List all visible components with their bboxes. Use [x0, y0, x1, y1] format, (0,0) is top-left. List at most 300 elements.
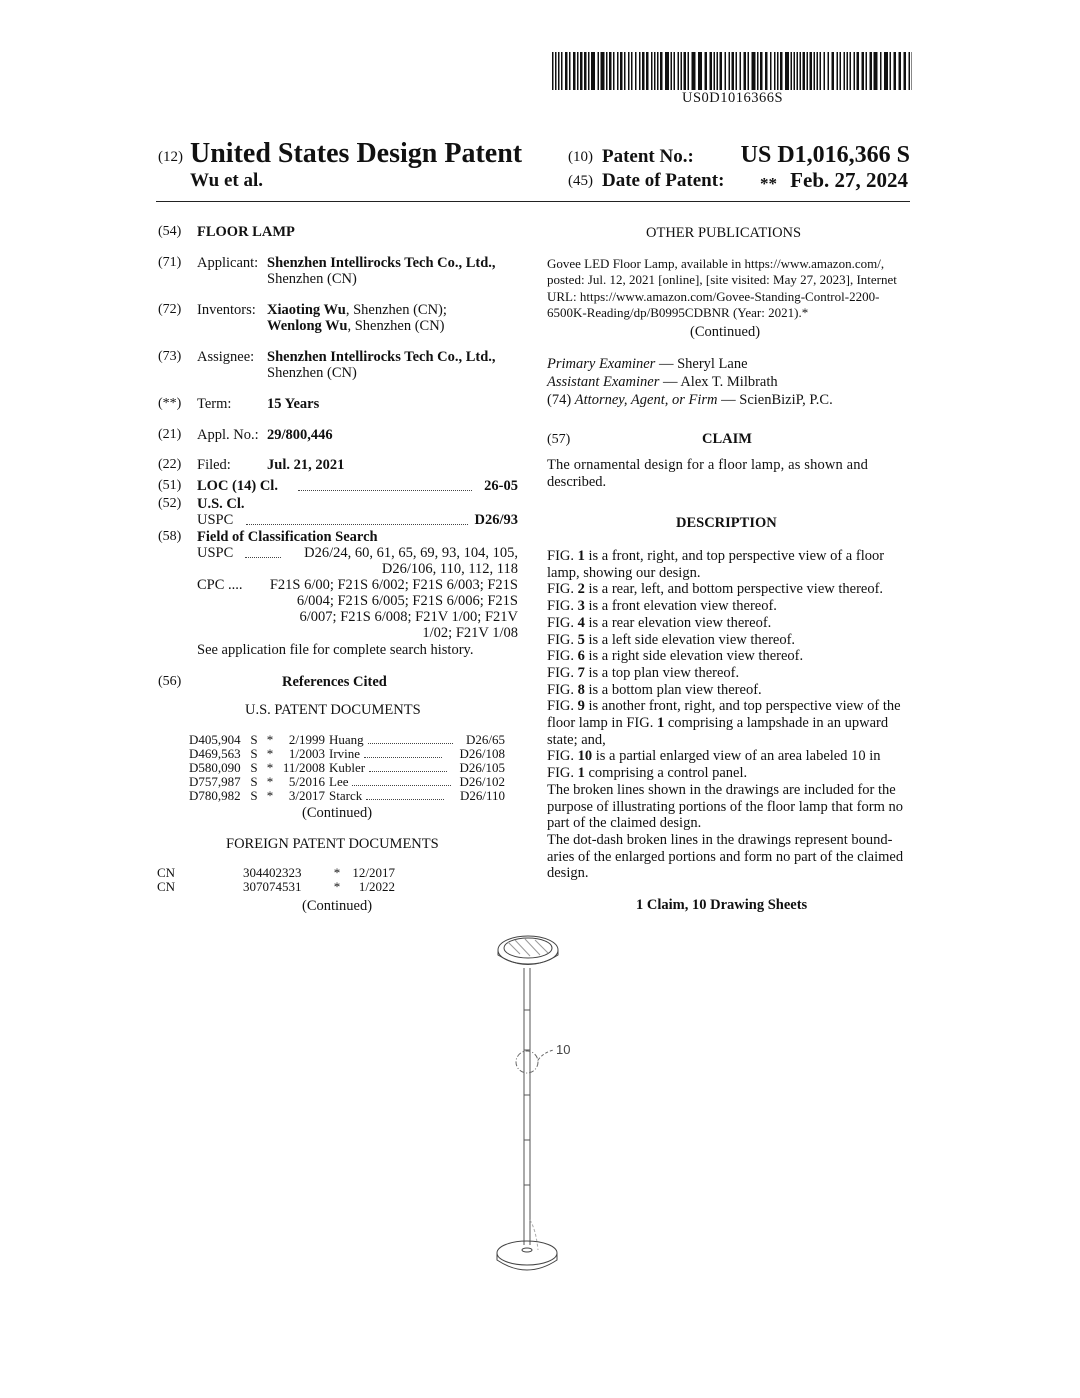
ref-class: D26/102 [459, 774, 505, 789]
code-22: (22) [158, 457, 182, 472]
fs-cpc-line-3: 6/007; F21S 6/008; F21V 1/00; F21V [299, 609, 518, 625]
ref-date: 1/2003 [288, 746, 325, 761]
description-text: FIG. [547, 681, 578, 698]
barcode-bar [580, 52, 583, 90]
barcode-bar [847, 52, 849, 90]
description-body [547, 548, 912, 882]
description-text: is a rear elevation view thereof. [584, 614, 772, 631]
barcode-bar [757, 52, 759, 90]
appl-no-label: Appl. No.: [197, 427, 259, 443]
claim-title: CLAIM [702, 431, 752, 447]
description-text: is a left side elevation view thereof. [584, 631, 796, 648]
description-text: state; and, [547, 731, 606, 748]
attorney-name: — ScienBiziP, P.C. [717, 392, 833, 408]
code-71: (71) [158, 255, 182, 270]
barcode-bar [678, 52, 680, 90]
description-line [547, 815, 912, 832]
barcode-bar [748, 52, 750, 90]
barcode-bar [660, 52, 663, 90]
ref-class: D26/108 [459, 746, 505, 761]
code-58: (58) [158, 529, 182, 544]
authors: Wu et al. [190, 170, 264, 191]
barcode-bar [609, 52, 612, 90]
barcode-bar [631, 52, 633, 90]
description-text: design. [547, 865, 589, 882]
barcode-bar [591, 52, 595, 90]
header-code-45: (45) [568, 173, 593, 189]
us-patent-docs-title: U.S. PATENT DOCUMENTS [245, 702, 421, 718]
barcode-bar [736, 52, 738, 90]
ref-kind: S [250, 788, 258, 803]
barcode-bar [912, 52, 913, 90]
barcode-bar [617, 52, 619, 90]
barcode-bar [671, 52, 673, 90]
code-57: (57) [547, 432, 571, 447]
barcode [552, 52, 912, 90]
description-line [547, 615, 912, 632]
ref-star: * [266, 760, 274, 775]
barcode-bar [803, 52, 806, 90]
barcode-bar [870, 52, 873, 90]
figure-number: 10 [577, 748, 593, 765]
figure-reference-label: 10 [556, 1042, 571, 1057]
figure-number: 5 [577, 631, 585, 648]
figure-number: 7 [577, 664, 585, 681]
barcode-bar [628, 52, 630, 90]
field-search-label: Field of Classification Search [197, 529, 378, 545]
ref-name: Lee [329, 775, 459, 789]
description-text: floor lamp in FIG. [547, 715, 657, 732]
control-panel-callout [516, 1050, 554, 1073]
barcode-bar [890, 52, 892, 90]
description-text: FIG. [547, 614, 578, 631]
barcode-bar [635, 52, 637, 90]
date-mark: ** [760, 174, 777, 193]
inventor-2-location: , Shenzhen (CN) [347, 318, 445, 334]
barcode-bar [744, 52, 747, 90]
appl-no-value: 29/800,446 [267, 427, 333, 443]
description-line [547, 732, 912, 749]
ref-star: * [266, 732, 274, 747]
barcode-bar [573, 52, 576, 90]
barcode-bar [569, 52, 571, 90]
uspc-label: USPC [197, 512, 234, 528]
term-label: Term: [197, 396, 232, 412]
barcode-bar [577, 52, 579, 90]
attorney [547, 392, 833, 409]
description-text: is another front, right, and top perspective view of the [584, 698, 901, 715]
patent-number: US D1,016,366 S [740, 142, 910, 168]
lamp-base [497, 1241, 557, 1270]
description-text: FIG. [547, 648, 578, 665]
publication-line-3: URL: https://www.amazon.com/Govee-Standing-Control-2200- [547, 289, 880, 304]
barcode-bar [850, 52, 852, 90]
barcode-bar [862, 52, 865, 90]
barcode-bar [840, 52, 842, 90]
inventor-2-name: Wenlong Wu [267, 318, 348, 334]
description-text: purpose of illustrating portions of the floor lamp that form no [547, 798, 903, 815]
barcode-bar [797, 52, 799, 90]
filed-value: Jul. 21, 2021 [267, 457, 345, 473]
ref-number: D757,987 [189, 774, 241, 789]
ref-date: 11/2008 [282, 760, 325, 775]
description-text: part of the claimed design. [547, 815, 702, 832]
barcode-bar [752, 52, 756, 90]
barcode-bar [665, 52, 669, 90]
foreign-references-table [157, 866, 395, 894]
barcode-bar [770, 52, 772, 90]
header-code-10: (10) [568, 149, 593, 165]
foreign-docs-title: FOREIGN PATENT DOCUMENTS [226, 836, 439, 852]
barcode-bar [681, 52, 683, 90]
barcode-bar [642, 52, 645, 90]
ref-class: D26/65 [466, 732, 505, 747]
barcode-bar [814, 52, 816, 90]
description-line [547, 748, 912, 765]
publication-line-1: Govee LED Floor Lamp, available in https://www.amazon.com/, [547, 256, 885, 271]
barcode-bar [880, 52, 882, 90]
fs-cpc-label: CPC .... [197, 577, 243, 593]
barcode-bar [552, 52, 554, 90]
us-refs-continued: (Continued) [302, 805, 373, 821]
primary-examiner-name: — Sheryl Lane [655, 356, 748, 372]
description-line [547, 648, 912, 665]
assignee-location: Shenzhen (CN) [267, 365, 357, 381]
barcode-bar [817, 52, 819, 90]
fs-cpc-line-2: 6/004; F21S 6/005; F21S 6/006; F21S [296, 593, 518, 609]
date-of-patent: Feb. 27, 2024 [790, 168, 908, 192]
uspc-value: D26/93 [474, 512, 518, 528]
foreign-reference-row [157, 880, 395, 894]
loc-value: 26-05 [484, 478, 518, 494]
us-reference-row [189, 775, 505, 789]
barcode-bar [598, 52, 600, 90]
date-of-patent-label: Date of Patent: [602, 170, 725, 191]
description-line [547, 632, 912, 649]
fs-uspc-line-1: D26/24, 60, 61, 65, 69, 93, 104, 105, [304, 545, 518, 561]
barcode-bar [705, 52, 708, 90]
foreign-refs-continued: (Continued) [302, 898, 373, 914]
applicant-location: Shenzhen (CN) [267, 271, 357, 287]
loc-leader [298, 490, 472, 491]
description-line [547, 598, 912, 615]
code-72: (72) [158, 302, 182, 317]
barcode-bar [909, 52, 911, 90]
description-line [547, 665, 912, 682]
description-text: is a top plan view thereof. [584, 664, 740, 681]
barcode-bar [651, 52, 653, 90]
inventors-label: Inventors: [197, 302, 256, 318]
ref-star: * [266, 746, 274, 761]
barcode-bar [725, 52, 727, 90]
assistant-examiner-label: Assistant Examiner [547, 374, 660, 390]
us-reference-row [189, 761, 505, 775]
primary-examiner-label: Primary Examiner [547, 356, 656, 372]
foreign-date: 1/2022 [358, 879, 395, 894]
fs-cpc-line-4: 1/02; F21V 1/08 [422, 625, 518, 641]
figure-number: 1 [577, 548, 585, 564]
barcode-bar [837, 52, 839, 90]
description-text: is a right side elevation view thereof. [584, 648, 804, 665]
figure-number: 6 [577, 648, 585, 665]
barcode-bar [765, 52, 768, 90]
barcode-bar [584, 52, 587, 90]
description-text: aries of the enlarged portions and form no part of the claimed [547, 848, 904, 865]
inventor-2 [267, 318, 445, 335]
ref-date: 5/2016 [288, 774, 325, 789]
barcode-bar [844, 52, 846, 90]
ref-name: Kubler [329, 761, 459, 775]
description-text: is a partial enlarged view of an area labeled 10 in [592, 748, 881, 765]
claim-line-2: described. [547, 474, 607, 490]
barcode-bar [674, 52, 676, 90]
barcode-bar [606, 52, 608, 90]
patent-no-label: Patent No.: [602, 146, 694, 167]
code-52: (52) [158, 496, 182, 511]
ref-date: 2/1999 [288, 732, 325, 747]
us-cl-label: U.S. Cl. [197, 496, 245, 512]
loc-label: LOC (14) Cl. [197, 478, 278, 494]
fs-uspc-line-2: D26/106, 110, 112, 118 [381, 561, 518, 577]
ref-kind: S [250, 760, 258, 775]
other-publications-title: OTHER PUBLICATIONS [646, 225, 802, 241]
cord [530, 1220, 538, 1250]
description-text: comprising a lampshade in an upward [664, 715, 889, 732]
invention-title: FLOOR LAMP [197, 224, 295, 240]
description-text: The broken lines shown in the drawings are included for the [547, 781, 896, 798]
applicant-label: Applicant: [197, 255, 259, 271]
description-text: FIG. [547, 765, 578, 782]
us-references-table [189, 733, 505, 803]
barcode-bar [866, 52, 868, 90]
header-code-12: (12) [158, 149, 183, 165]
barcode-bar [832, 52, 835, 90]
barcode-bar [884, 52, 888, 90]
description-title: DESCRIPTION [676, 515, 777, 531]
description-line [547, 865, 912, 882]
code-51: (51) [158, 478, 182, 493]
foreign-country: CN [157, 879, 176, 894]
assignee-name: Shenzhen Intellirocks Tech Co., Ltd., [267, 349, 496, 365]
barcode-bar [555, 52, 557, 90]
barcode-bar [780, 52, 783, 90]
barcode-bar [558, 52, 560, 90]
fs-cpc-line-1: F21S 6/00; F21S 6/002; F21S 6/003; F21S [269, 577, 518, 593]
ref-kind: S [250, 746, 258, 761]
barcode-bar [740, 52, 742, 90]
publication-line-2: posted: Jul. 12, 2021 [online], [site visited: May 27, 2023], Internet [547, 272, 897, 287]
description-text: FIG. [547, 698, 578, 715]
barcode-bar [854, 52, 856, 90]
primary-examiner [547, 356, 748, 373]
header-rule [156, 201, 910, 202]
code-21: (21) [158, 427, 182, 442]
barcode-bar [760, 52, 763, 90]
description-line [547, 782, 912, 799]
barcode-bar [698, 52, 702, 90]
description-line [547, 581, 912, 598]
code-56: (56) [158, 674, 182, 689]
barcode-bar [824, 52, 826, 90]
lamp-pole [524, 968, 530, 1245]
description-text: FIG. [547, 748, 578, 765]
figure-number: 3 [577, 598, 585, 615]
us-reference-row [189, 747, 505, 761]
barcode-bar [624, 52, 626, 90]
foreign-number: 307074531 [243, 879, 302, 894]
description-text: is a front elevation view thereof. [584, 598, 777, 615]
barcode-bar [800, 52, 802, 90]
ref-name: Huang [329, 733, 459, 747]
ref-star: * [266, 788, 274, 803]
code-73: (73) [158, 349, 182, 364]
description-text: FIG. [547, 631, 578, 648]
fs-uspc-label: USPC [197, 545, 234, 561]
description-line [547, 832, 912, 849]
description-text: is a bottom plan view thereof. [584, 681, 762, 698]
ref-date: 3/2017 [288, 788, 325, 803]
barcode-bar [899, 52, 902, 90]
barcode-bar [646, 52, 649, 90]
barcode-bar [714, 52, 716, 90]
barcode-bar [561, 52, 563, 90]
foreign-number: 304402323 [243, 865, 302, 880]
barcode-bar [732, 52, 735, 90]
barcode-bar [810, 52, 813, 90]
barcode-bar [807, 52, 809, 90]
us-reference-row [189, 733, 505, 747]
barcode-bar [894, 52, 897, 90]
description-line [547, 565, 912, 582]
ref-kind: S [250, 774, 258, 789]
figure-number: 9 [577, 698, 585, 715]
description-text: is a rear, left, and bottom perspective view thereof. [584, 581, 884, 598]
figure-number: 4 [577, 614, 585, 631]
term-value: 15 Years [267, 396, 320, 412]
assistant-examiner-name: — Alex T. Milbrath [659, 374, 778, 390]
ref-number: D580,090 [189, 760, 241, 775]
ref-name: Starck [329, 789, 459, 803]
barcode-bar [565, 52, 568, 90]
barcode-bar [785, 52, 789, 90]
figure-number: 1 [656, 715, 665, 732]
barcode-bar [620, 52, 623, 90]
description-text: lamp, showing our design. [547, 564, 701, 581]
inventor-1-location: , Shenzhen (CN); [345, 302, 447, 318]
foreign-star: * [333, 865, 341, 880]
claims-sheets-summary: 1 Claim, 10 Drawing Sheets [636, 897, 808, 913]
inventor-1 [267, 302, 447, 319]
ref-number: D469,563 [189, 746, 241, 761]
ref-kind: S [250, 732, 258, 747]
description-text: FIG. [547, 598, 578, 615]
publication-line-4: 6500K-Reading/dp/B0995CDBNR (Year: 2021).* [547, 305, 809, 320]
references-cited-title: References Cited [282, 674, 387, 690]
ref-star: * [266, 774, 274, 789]
inventor-1-name: Xiaoting Wu [267, 302, 346, 318]
floor-lamp-figure [480, 920, 640, 1300]
description-text: FIG. [547, 581, 578, 598]
description-text: comprising a control panel. [584, 765, 748, 782]
description-text: FIG. [547, 664, 578, 681]
barcode-bar [820, 52, 822, 90]
barcode-bar [777, 52, 779, 90]
barcode-bar [791, 52, 793, 90]
description-text: is a front, right, and top perspective view of a floor [584, 548, 885, 564]
figure-number: 1 [577, 765, 585, 782]
description-text: The dot-dash broken lines in the drawings represent bound- [547, 831, 893, 848]
barcode-bar [774, 52, 776, 90]
description-line [547, 849, 912, 866]
barcode-bar [657, 52, 659, 90]
ref-name: Irvine [329, 747, 459, 761]
description-line [547, 799, 912, 816]
barcode-bar [684, 52, 687, 90]
patent-type-title: United States Design Patent [190, 138, 523, 169]
code-54: (54) [158, 224, 182, 239]
description-text: FIG. [547, 548, 578, 564]
foreign-reference-row [157, 866, 395, 880]
barcode-bar [729, 52, 731, 90]
barcode-bar [588, 52, 590, 90]
assistant-examiner [547, 374, 778, 391]
barcode-bar [904, 52, 907, 90]
see-application-note: See application file for complete search history. [197, 642, 474, 658]
attorney-label: Attorney, Agent, or Firm [574, 392, 718, 408]
foreign-date: 12/2017 [352, 865, 395, 880]
ref-class: D26/110 [459, 788, 505, 803]
code-74: (74) [547, 392, 572, 408]
barcode-bar [688, 52, 690, 90]
barcode-bar [717, 52, 719, 90]
barcode-bar [794, 52, 796, 90]
description-line [547, 698, 912, 715]
uspc-leader [246, 524, 468, 525]
barcode-bar [720, 52, 723, 90]
ref-number: D780,982 [189, 788, 241, 803]
publications-continued: (Continued) [690, 324, 761, 340]
description-line [547, 765, 912, 782]
us-reference-row [189, 789, 505, 803]
barcode-bar [601, 52, 605, 90]
figure-number: 8 [577, 681, 585, 698]
barcode-number: US0D1016366S [682, 90, 784, 106]
barcode-bar [857, 52, 860, 90]
lampshade [498, 936, 558, 965]
barcode-bar [613, 52, 615, 90]
foreign-country: CN [157, 865, 176, 880]
barcode-bar [692, 52, 696, 90]
description-line [547, 715, 912, 732]
description-line [547, 682, 912, 699]
filed-label: Filed: [197, 457, 231, 473]
barcode-bar [874, 52, 878, 90]
claim-line-1: The ornamental design for a floor lamp, as shown and [547, 457, 869, 473]
ref-class: D26/105 [459, 760, 505, 775]
barcode-bar [828, 52, 830, 90]
barcode-bar [639, 52, 641, 90]
foreign-star: * [333, 879, 341, 894]
code-term: (**) [158, 396, 182, 411]
fs-uspc-leader [245, 557, 281, 558]
figure-number: 2 [577, 581, 585, 598]
applicant-name: Shenzhen Intellirocks Tech Co., Ltd., [267, 255, 496, 271]
description-line [547, 548, 912, 565]
assignee-label: Assignee: [197, 349, 255, 365]
barcode-bar [654, 52, 656, 90]
barcode-bar [710, 52, 713, 90]
ref-number: D405,904 [189, 732, 241, 747]
